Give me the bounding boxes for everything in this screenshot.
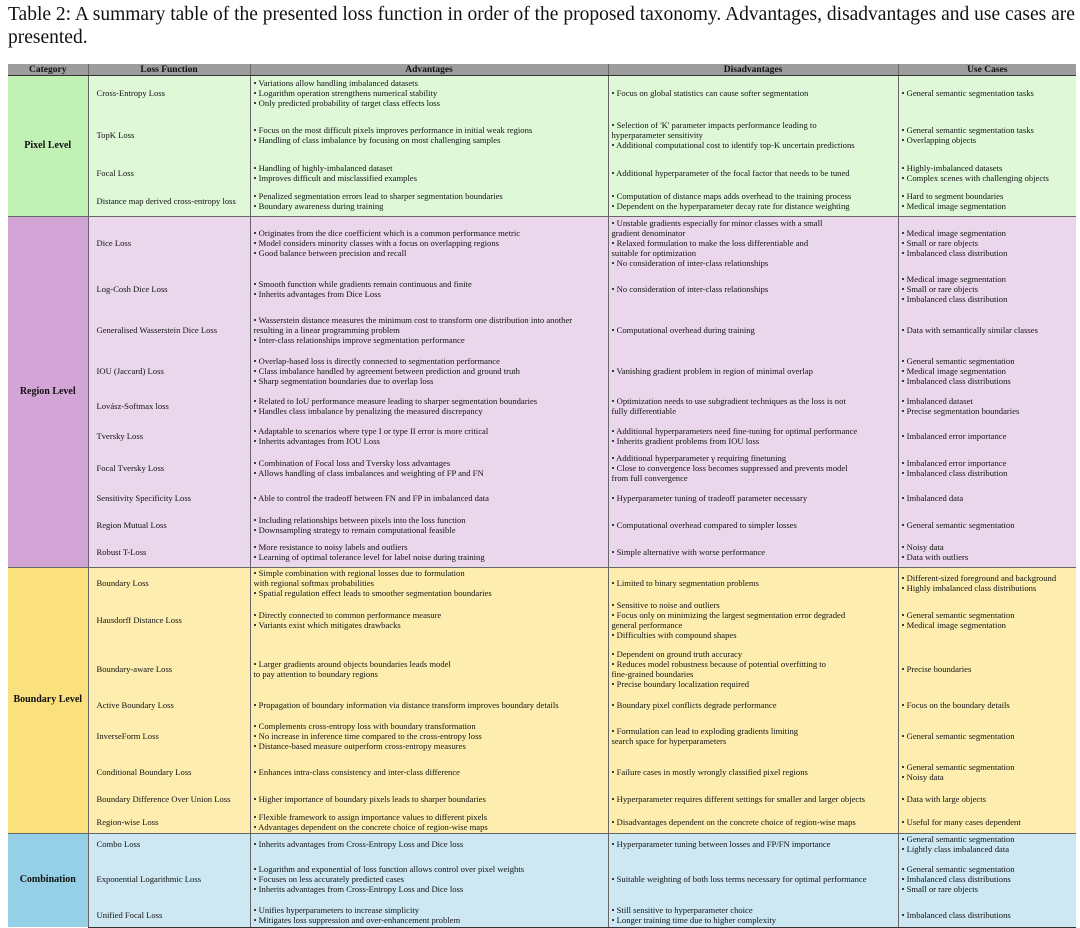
cell-line: • Logarithm operation strengthens numerical stability bbox=[253, 88, 438, 99]
loss-function-name: Hausdorff Distance Loss bbox=[88, 598, 250, 642]
table-row bbox=[8, 269, 1076, 309]
use-cases-cell bbox=[898, 391, 1076, 421]
use-cases-cell bbox=[898, 903, 1076, 927]
advantages-cell bbox=[250, 538, 608, 568]
cell-line: • Mitigates loss suppression and over-enhancement problem bbox=[253, 914, 461, 925]
use-cases-cell bbox=[898, 568, 1076, 599]
disadvantages-cell bbox=[608, 598, 898, 642]
disadvantages-cell bbox=[608, 187, 898, 217]
disadvantages-cell bbox=[608, 391, 898, 421]
advantages-cell bbox=[250, 855, 608, 903]
cell-line: • Allows handling of class imbalances and weighting of FP and FN bbox=[253, 467, 484, 478]
cell-line: • General semantic segmentation bbox=[901, 864, 1015, 874]
use-cases-cell bbox=[898, 451, 1076, 485]
table-caption: Table 2: A summary table of the presented loss function in order of the proposed taxonomy. Advantages, disadvantages and use cases are presented. bbox=[8, 4, 1075, 48]
cell-line: • Simple alternative with worse performance bbox=[611, 547, 766, 558]
cell-line: • Precise boundaries bbox=[901, 663, 972, 674]
cell-line: • Propagation of boundary information via distance transform improves boundary details bbox=[253, 700, 559, 710]
category-cell-boundary: Boundary Level bbox=[8, 568, 88, 834]
cell-line: • Able to control the tradeoff between FN and FP in imbalanced data bbox=[253, 493, 489, 503]
cell-line: • Additional hyperparameter of the focal factor that needs to be tuned bbox=[611, 167, 850, 178]
cell-line: • Lightly class imbalanced data bbox=[901, 844, 1010, 855]
cell-line: • Enhances intra-class consistency and inter-class difference bbox=[253, 767, 460, 777]
cell-line: • Focus on the most difficult pixels improves performance in initial weak regions bbox=[253, 124, 533, 135]
loss-function-name: Unified Focal Loss bbox=[88, 903, 250, 927]
cell-line: • Variants exist which mitigates drawbacks bbox=[253, 620, 401, 630]
cell-line: • Imbalanced class distributions bbox=[901, 874, 1011, 884]
cell-line: • Combination of Focal loss and Tversky loss advantages bbox=[253, 457, 451, 468]
cell-line: • Imbalanced data bbox=[901, 493, 964, 503]
cell-line: • Formulation can lead to exploding gradients limiting bbox=[611, 726, 799, 736]
cell-line: • Focus on global statistics can cause softer segmentation bbox=[611, 88, 809, 99]
cell-line: • Boundary awareness during training bbox=[253, 201, 384, 212]
cell-line: • Reduces model robustness because of potential overfitting to bbox=[611, 658, 826, 669]
table-row bbox=[8, 351, 1076, 391]
header-advantages: Advantages bbox=[250, 64, 608, 76]
cell-line: • Handling of highly-imbalanced dataset bbox=[253, 162, 393, 173]
cell-line: • Precise segmentation boundaries bbox=[901, 405, 1020, 416]
cell-line: • Complements cross-entropy loss with boundary transformation bbox=[253, 721, 476, 731]
cell-line: • Sensitive to noise and outliers bbox=[611, 600, 720, 610]
cell-line: • Focus on the boundary details bbox=[901, 700, 1010, 710]
use-cases-cell bbox=[898, 421, 1076, 451]
cell-line: • Longer training time due to higher complexity bbox=[611, 914, 777, 925]
table-row bbox=[8, 833, 1076, 855]
cell-line: • Inherits advantages from Cross-Entropy Loss and Dice loss bbox=[253, 839, 464, 850]
disadvantages-cell bbox=[608, 568, 898, 599]
cell-line: • Precise boundary localization required bbox=[611, 678, 750, 689]
disadvantages-cell bbox=[608, 485, 898, 512]
advantages-cell bbox=[250, 811, 608, 833]
cell-line: • Medical image segmentation bbox=[901, 365, 1006, 376]
cell-line: • Complex scenes with challenging objects bbox=[901, 172, 1049, 183]
category-cell-combo: Combination bbox=[8, 833, 88, 927]
cell-line: • No consideration of inter-class relationships bbox=[611, 257, 769, 268]
summary-table bbox=[8, 64, 1076, 928]
cell-line: • Hard to segment boundaries bbox=[901, 191, 1004, 202]
table-row bbox=[8, 485, 1076, 512]
cell-line: • Data with semantically similar classes bbox=[901, 324, 1038, 335]
disadvantages-cell bbox=[608, 421, 898, 451]
use-cases-cell bbox=[898, 538, 1076, 568]
cell-line: • Different-sized foreground and background bbox=[901, 573, 1057, 583]
disadvantages-cell bbox=[608, 269, 898, 309]
cell-line: • Dependent on the hyperparameter decay rate for distance weighting bbox=[611, 201, 850, 212]
cell-line: fine-grained boundaries bbox=[611, 668, 694, 679]
cell-line: • Difficulties with compound shapes bbox=[611, 630, 737, 640]
loss-function-name: Generalised Wasserstein Dice Loss bbox=[88, 309, 250, 351]
cell-line: • Highly imbalanced class distributions bbox=[901, 583, 1037, 593]
loss-function-name: InverseForm Loss bbox=[88, 715, 250, 757]
cell-line: • Medical image segmentation bbox=[901, 273, 1006, 284]
loss-function-name: Conditional Boundary Loss bbox=[88, 757, 250, 787]
cell-line: general performance bbox=[611, 620, 683, 630]
cell-line: • Higher importance of boundary pixels leads to sharper boundaries bbox=[253, 794, 486, 804]
cell-line: • Class imbalance handled by agreement between prediction and ground truth bbox=[253, 365, 520, 376]
cell-line: • Overlapping objects bbox=[901, 134, 977, 145]
disadvantages-cell bbox=[608, 855, 898, 903]
table-row bbox=[8, 512, 1076, 538]
advantages-cell bbox=[250, 787, 608, 811]
cell-line: • Model considers minority classes with a focus on overlapping regions bbox=[253, 237, 499, 248]
category-cell-region: Region Level bbox=[8, 217, 88, 568]
cell-line: • Small or rare objects bbox=[901, 884, 979, 894]
table-row bbox=[8, 715, 1076, 757]
cell-line: • General semantic segmentation tasks bbox=[901, 124, 1034, 135]
cell-line: • Flexible framework to assign importance values to different pixels bbox=[253, 811, 488, 822]
cell-line: • Handles class imbalance by penalizing the measured discrepancy bbox=[253, 405, 483, 416]
table-row bbox=[8, 111, 1076, 159]
disadvantages-cell bbox=[608, 76, 898, 111]
loss-function-name: Lovász-Softmax loss bbox=[88, 391, 250, 421]
use-cases-cell bbox=[898, 833, 1076, 855]
loss-function-name: Focal Loss bbox=[88, 159, 250, 187]
advantages-cell bbox=[250, 421, 608, 451]
cell-line: • Smooth function while gradients remain continuous and finite bbox=[253, 278, 472, 289]
cell-line: fully differentiable bbox=[611, 405, 677, 416]
loss-function-name: Tversky Loss bbox=[88, 421, 250, 451]
use-cases-cell bbox=[898, 159, 1076, 187]
table-row bbox=[8, 538, 1076, 568]
cell-line: • Overlap-based loss is directly connected to segmentation performance bbox=[253, 355, 500, 366]
cell-line: • Imbalanced class distributions bbox=[901, 375, 1011, 386]
loss-function-name: Log-Cosh Dice Loss bbox=[88, 269, 250, 309]
cell-line: hyperparameter sensitivity bbox=[611, 129, 703, 140]
table-row bbox=[8, 451, 1076, 485]
table-row bbox=[8, 391, 1076, 421]
cell-line: • Additional hyperparameters need fine-tuning for optimal performance bbox=[611, 425, 858, 436]
cell-line: • Handling of class imbalance by focusing on most challenging samples bbox=[253, 134, 501, 145]
cell-line: • Noisy data bbox=[901, 772, 944, 782]
loss-function-name: Boundary Difference Over Union Loss bbox=[88, 787, 250, 811]
cell-line: • Medical image segmentation bbox=[901, 620, 1006, 630]
cell-line: • Adaptable to scenarios where type I or type II error is more critical bbox=[253, 425, 489, 436]
disadvantages-cell bbox=[608, 811, 898, 833]
cell-line: from full convergence bbox=[611, 472, 688, 483]
use-cases-cell bbox=[898, 715, 1076, 757]
advantages-cell bbox=[250, 485, 608, 512]
table-row bbox=[8, 568, 1076, 599]
cell-line: • Inherits gradient problems from IOU loss bbox=[611, 435, 760, 446]
cell-line: • Advantages dependent on the concrete choice of region-wise maps bbox=[253, 821, 488, 832]
loss-function-name: IOU (Jaccard) Loss bbox=[88, 351, 250, 391]
advantages-cell bbox=[250, 159, 608, 187]
cell-line: • Computation of distance maps adds overhead to the training process bbox=[611, 191, 852, 202]
table-row bbox=[8, 811, 1076, 833]
disadvantages-cell bbox=[608, 715, 898, 757]
cell-line: • Imbalanced class distribution bbox=[901, 467, 1008, 478]
advantages-cell bbox=[250, 715, 608, 757]
loss-function-name: Boundary-aware Loss bbox=[88, 642, 250, 695]
disadvantages-cell bbox=[608, 833, 898, 855]
table-row bbox=[8, 695, 1076, 715]
cell-line: with regional softmax probabilities bbox=[253, 578, 375, 588]
use-cases-cell bbox=[898, 76, 1076, 111]
advantages-cell bbox=[250, 598, 608, 642]
advantages-cell bbox=[250, 833, 608, 855]
cell-line: • Computational overhead during training bbox=[611, 324, 755, 335]
cell-line: • Penalized segmentation errors lead to sharper segmentation boundaries bbox=[253, 191, 503, 202]
advantages-cell bbox=[250, 309, 608, 351]
cell-line: • Vanishing gradient problem in region of minimal overlap bbox=[611, 365, 813, 376]
disadvantages-cell bbox=[608, 217, 898, 269]
cell-line: • Including relationships between pixels into the loss function bbox=[253, 514, 466, 525]
advantages-cell bbox=[250, 568, 608, 599]
use-cases-cell bbox=[898, 485, 1076, 512]
cell-line: • Good balance between precision and recall bbox=[253, 247, 407, 258]
cell-line: • Selection of 'K' parameter impacts performance leading to bbox=[611, 119, 817, 130]
cell-line: • Related to IoU performance measure leading to sharper segmentation boundaries bbox=[253, 395, 538, 406]
advantages-cell bbox=[250, 187, 608, 217]
advantages-cell bbox=[250, 695, 608, 715]
advantages-cell bbox=[250, 451, 608, 485]
cell-line: • Sharp segmentation boundaries due to overlap loss bbox=[253, 375, 434, 386]
header-disadvantages: Disadvantages bbox=[608, 64, 898, 76]
advantages-cell bbox=[250, 217, 608, 269]
cell-line: • Imbalanced class distribution bbox=[901, 293, 1008, 304]
cell-line: • General semantic segmentation bbox=[901, 834, 1015, 845]
cell-line: • Unstable gradients especially for minor classes with a small bbox=[611, 217, 823, 228]
loss-function-name: TopK Loss bbox=[88, 111, 250, 159]
loss-function-name: Dice Loss bbox=[88, 217, 250, 269]
use-cases-cell bbox=[898, 811, 1076, 833]
cell-line: • Small or rare objects bbox=[901, 283, 979, 294]
cell-line: • Focuses on less accurately predicted cases bbox=[253, 874, 404, 884]
cell-line: • Medical image segmentation bbox=[901, 201, 1006, 212]
cell-line: • Imbalanced class distributions bbox=[901, 909, 1011, 920]
cell-line: • Directly connected to common performance measure bbox=[253, 610, 442, 620]
cell-line: • General semantic segmentation bbox=[901, 762, 1015, 772]
cell-line: • Distance-based measure outperform cross-entropy measures bbox=[253, 741, 466, 751]
cell-line: • Medical image segmentation bbox=[901, 227, 1006, 238]
cell-line: search space for hyperparameters bbox=[611, 736, 727, 746]
use-cases-cell bbox=[898, 269, 1076, 309]
cell-line: • Disadvantages dependent on the concrete choice of region-wise maps bbox=[611, 816, 856, 827]
table-row bbox=[8, 903, 1076, 927]
loss-function-name: Combo Loss bbox=[88, 833, 250, 855]
use-cases-cell bbox=[898, 351, 1076, 391]
disadvantages-cell bbox=[608, 642, 898, 695]
header-use-cases: Use Cases bbox=[898, 64, 1076, 76]
table-row bbox=[8, 787, 1076, 811]
loss-function-name: Cross-Entropy Loss bbox=[88, 76, 250, 111]
cell-line: • Improves difficult and misclassified examples bbox=[253, 172, 417, 183]
cell-line: • General semantic segmentation tasks bbox=[901, 88, 1034, 99]
cell-line: • Simple combination with regional losses due to formulation bbox=[253, 568, 465, 578]
cell-line: • Failure cases in mostly wrongly classified pixel regions bbox=[611, 767, 808, 777]
cell-line: • Suitable weighting of both loss terms necessary for optimal performance bbox=[611, 874, 867, 884]
cell-line: • Additional computational cost to identify top-K uncertain predictions bbox=[611, 139, 855, 150]
header-loss-function: Loss Function bbox=[88, 64, 250, 76]
advantages-cell bbox=[250, 76, 608, 111]
cell-line: • Limited to binary segmentation problems bbox=[611, 578, 759, 588]
loss-function-name: Distance map derived cross-entropy loss bbox=[88, 187, 250, 217]
advantages-cell bbox=[250, 903, 608, 927]
cell-line: • Noisy data bbox=[901, 542, 944, 553]
cell-line: resulting in a linear programming problem bbox=[253, 324, 400, 335]
disadvantages-cell bbox=[608, 538, 898, 568]
disadvantages-cell bbox=[608, 757, 898, 787]
advantages-cell bbox=[250, 269, 608, 309]
use-cases-cell bbox=[898, 642, 1076, 695]
cell-line: • General semantic segmentation bbox=[901, 731, 1015, 741]
use-cases-cell bbox=[898, 855, 1076, 903]
cell-line: • Inter-class relationships improve segmentation performance bbox=[253, 334, 465, 345]
cell-line: • Larger gradients around objects boundaries leads model bbox=[253, 658, 451, 669]
cell-line: • Spatial regulation effect leads to smoother segmentation boundaries bbox=[253, 588, 492, 598]
cell-line: • Data with large objects bbox=[901, 794, 986, 804]
table-row bbox=[8, 217, 1076, 269]
use-cases-cell bbox=[898, 187, 1076, 217]
disadvantages-cell bbox=[608, 787, 898, 811]
loss-function-name: Boundary Loss bbox=[88, 568, 250, 599]
cell-line: • Close to convergence loss becomes suppressed and prevents model bbox=[611, 462, 848, 473]
cell-line: • Highly-imbalanced datasets bbox=[901, 162, 1003, 173]
use-cases-cell bbox=[898, 757, 1076, 787]
cell-line: • No consideration of inter-class relationships bbox=[611, 283, 769, 294]
cell-line: • Hyperparameter requires different settings for smaller and larger objects bbox=[611, 794, 865, 804]
cell-line: • Originates from the dice coefficient which is a common performance metric bbox=[253, 227, 521, 238]
loss-function-name: Focal Tversky Loss bbox=[88, 451, 250, 485]
use-cases-cell bbox=[898, 695, 1076, 715]
use-cases-cell bbox=[898, 598, 1076, 642]
use-cases-cell bbox=[898, 111, 1076, 159]
cell-line: • General semantic segmentation bbox=[901, 519, 1015, 530]
use-cases-cell bbox=[898, 787, 1076, 811]
table-row bbox=[8, 855, 1076, 903]
cell-line: • Additional hyperparameter γ requiring finetuning bbox=[611, 452, 787, 463]
cell-line: • Variations allow handling imbalanced datasets bbox=[253, 78, 418, 89]
advantages-cell bbox=[250, 642, 608, 695]
cell-line: • Imbalanced error importance bbox=[901, 457, 1007, 468]
cell-line: gradient denominator bbox=[611, 227, 686, 238]
cell-line: • Boundary pixel conflicts degrade performance bbox=[611, 700, 777, 710]
use-cases-cell bbox=[898, 217, 1076, 269]
cell-line: • Unifies hyperparameters to increase simplicity bbox=[253, 904, 420, 915]
cell-line: • Focus only on minimizing the largest segmentation error degraded bbox=[611, 610, 846, 620]
loss-function-name: Sensitivity Specificity Loss bbox=[88, 485, 250, 512]
cell-line: • Still sensitive to hyperparameter choice bbox=[611, 904, 753, 915]
advantages-cell bbox=[250, 391, 608, 421]
disadvantages-cell bbox=[608, 451, 898, 485]
cell-line: • Hyperparameter tuning between losses and FP/FN importance bbox=[611, 839, 831, 850]
table-row bbox=[8, 76, 1076, 111]
disadvantages-cell bbox=[608, 309, 898, 351]
disadvantages-cell bbox=[608, 111, 898, 159]
cell-line: • General semantic segmentation bbox=[901, 610, 1015, 620]
disadvantages-cell bbox=[608, 695, 898, 715]
advantages-cell bbox=[250, 757, 608, 787]
table-row bbox=[8, 159, 1076, 187]
cell-line: • General semantic segmentation bbox=[901, 355, 1015, 366]
table-body bbox=[8, 76, 1076, 928]
loss-function-name: Active Boundary Loss bbox=[88, 695, 250, 715]
use-cases-cell bbox=[898, 512, 1076, 538]
cell-line: • Imbalanced error importance bbox=[901, 430, 1007, 441]
cell-line: • Useful for many cases dependent bbox=[901, 816, 1021, 827]
cell-line: • Inherits advantages from Cross-Entropy Loss and Dice loss bbox=[253, 884, 464, 894]
loss-function-name: Exponential Logarithmic Loss bbox=[88, 855, 250, 903]
cell-line: • Wasserstein distance measures the minimum cost to transform one distribution into another bbox=[253, 314, 573, 325]
loss-function-name: Region Mutual Loss bbox=[88, 512, 250, 538]
table-row bbox=[8, 421, 1076, 451]
disadvantages-cell bbox=[608, 903, 898, 927]
cell-line: • Computational overhead compared to simpler losses bbox=[611, 519, 797, 530]
cell-line: • No increase in inference time compared to the cross-entropy loss bbox=[253, 731, 482, 741]
cell-line: • Relaxed formulation to make the loss differentiable and bbox=[611, 237, 809, 248]
disadvantages-cell bbox=[608, 159, 898, 187]
advantages-cell bbox=[250, 111, 608, 159]
table-header-row bbox=[8, 64, 1076, 76]
cell-line: • Inherits advantages from IOU Loss bbox=[253, 435, 380, 446]
cell-line: suitable for optimization bbox=[611, 247, 696, 258]
cell-line: • Small or rare objects bbox=[901, 237, 979, 248]
cell-line: to pay attention to boundary regions bbox=[253, 668, 378, 679]
cell-line: • Learning of optimal tolerance level for label noise during training bbox=[253, 552, 485, 563]
cell-line: • Imbalanced class distribution bbox=[901, 247, 1008, 258]
use-cases-cell bbox=[898, 309, 1076, 351]
cell-line: • Imbalanced dataset bbox=[901, 395, 973, 406]
loss-function-name: Robust T-Loss bbox=[88, 538, 250, 568]
disadvantages-cell bbox=[608, 351, 898, 391]
advantages-cell bbox=[250, 351, 608, 391]
table-row bbox=[8, 187, 1076, 217]
cell-line: • Inherits advantages from Dice Loss bbox=[253, 288, 381, 299]
table-row bbox=[8, 598, 1076, 642]
disadvantages-cell bbox=[608, 512, 898, 538]
table-row bbox=[8, 642, 1076, 695]
category-cell-pixel: Pixel Level bbox=[8, 76, 88, 217]
cell-line: • Downsampling strategy to remain computational feasible bbox=[253, 524, 456, 535]
table-row bbox=[8, 309, 1076, 351]
table-row bbox=[8, 757, 1076, 787]
header-category: Category bbox=[8, 64, 88, 76]
cell-line: • Optimization needs to use subgradient techniques as the loss is not bbox=[611, 395, 846, 406]
advantages-cell bbox=[250, 512, 608, 538]
cell-line: • Data with outliers bbox=[901, 552, 969, 563]
loss-function-name: Region-wise Loss bbox=[88, 811, 250, 833]
cell-line: • Logarithm and exponential of loss function allows control over pixel weights bbox=[253, 864, 525, 874]
cell-line: • More resistance to noisy labels and outliers bbox=[253, 542, 408, 553]
cell-line: • Hyperparameter tuning of tradeoff parameter necessary bbox=[611, 493, 808, 503]
cell-line: • Dependent on ground truth accuracy bbox=[611, 648, 743, 659]
cell-line: • Only predicted probability of target class effects loss bbox=[253, 98, 440, 109]
